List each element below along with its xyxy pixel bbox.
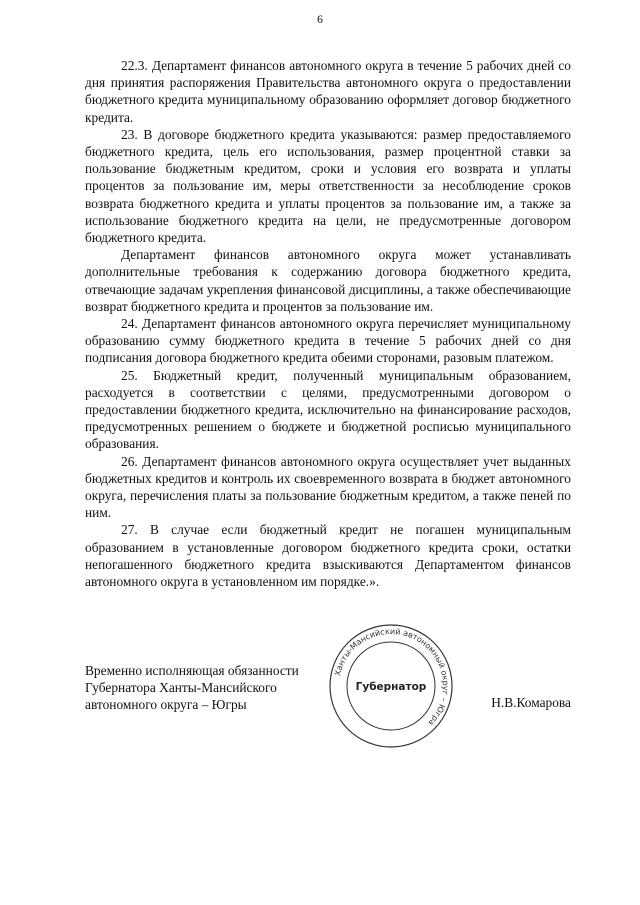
- paragraph-24: 24. Департамент финансов автономного округа перечисляет муниципальному образованию сумму бюджетного кредита в течение 5 рабочих дней со дня подписания договора бюджетного кредита обеими сторонами, разовым платежом.: [85, 316, 571, 366]
- page-number: 6: [317, 14, 323, 26]
- signature-block: [85, 626, 571, 822]
- paragraph-25: 25. Бюджетный кредит, полученный муниципальным образованием, расходуется в соответствии с целями, предусмотренными договором о предоставлении бюджетного кредита, исключительно на финансирование расходов, предусмотренных решением о бюджете и бюджетной росписью муниципального образования.: [85, 367, 571, 452]
- paragraph-26: 26. Департамент финансов автономного округа осуществляет учет выданных бюджетных кредитов и контроль их своевременного возврата в бюджет автономного округа, перечисления платы за пользование бюджетным кредитом, а также пеней по ним.: [85, 453, 571, 521]
- paragraph-22-3: 22.3. Департамент финансов автономного округа в течение 5 рабочих дней со дня принятия распоряжения Правительства автономного округа о предоставлении бюджетного кредита муниципальному образованию оформляет договор бюджетного кредита.: [85, 58, 571, 125]
- paragraph-23-additional: Департамент финансов автономного округа может устанавливать дополнительные требования к содержанию договора бюджетного кредита, отвечающие задачам укрепления финансовой дисциплины, а также обеспечивающие возврат бюджетного кредита и процентов за пользование им.: [85, 247, 571, 314]
- signer-position: [85, 662, 335, 714]
- official-stamp: [327, 622, 455, 750]
- document-body: [85, 57, 571, 590]
- signer-name: Н.В.Комарова: [491, 695, 571, 710]
- signer-position-line: автономного округа – Югры: [85, 697, 247, 713]
- stamp-ring-text: Ханты-Мансийский автономный округ – Югра: [333, 626, 451, 728]
- signer-position-line: Временно исполняющая обязанности: [85, 663, 299, 678]
- paragraph-23: 23. В договоре бюджетного кредита указываются: размер предоставляемого бюджетного кредита, цель его использования, размер процентной ставки за пользование бюджетным кредитом, сроки и условия его возврата и уплаты процентов за пользование им, меры ответственности за несоблюдение сроков возврата бюджетного кредита и уплаты процентов за пользование им, а также за использование бюджетного кредита на цели, не предусмотренные договором бюджетного кредита.: [85, 126, 571, 246]
- signer-position-line: Губернатора Ханты-Мансийского: [85, 680, 277, 696]
- paragraph-27: 27. В случае если бюджетный кредит не погашен муниципальным образованием в установленные договором бюджетного кредита сроки, остатки непогашенного бюджетного кредита взыскиваются Департаментом финансов автономного округа в установленном им порядке.».: [85, 522, 571, 590]
- stamp-center-text: Губернатор: [355, 681, 427, 693]
